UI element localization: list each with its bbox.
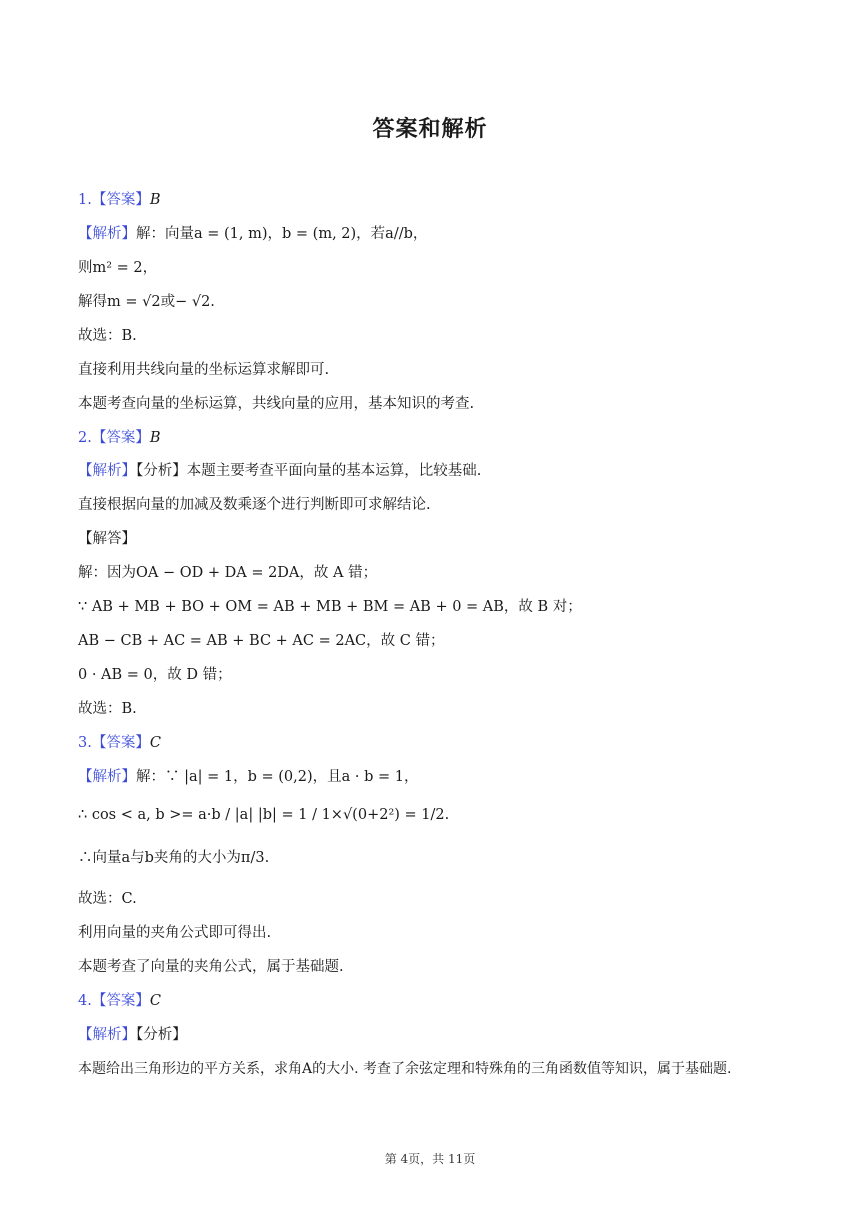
q4-answer-line xyxy=(78,991,161,1011)
page-title: 答案和解析 xyxy=(372,117,488,142)
page-footer: 第 4页，共 11页 xyxy=(384,1152,476,1166)
q1-line-5: 直接利用共线向量的坐标运算求解即可. xyxy=(78,362,330,378)
q2-jieda-label: 【解答】 xyxy=(78,531,136,547)
q3-line-5: 利用向量的夹角公式即可得出. xyxy=(78,925,272,941)
q2-line-7: 0 · AB = 0，故 D 错； xyxy=(78,667,232,683)
q1-answer-label: 【答案】 xyxy=(91,192,150,208)
q2-answer-line xyxy=(78,428,161,448)
q2-number: 2. xyxy=(78,430,92,446)
q4-analysis-line xyxy=(78,1025,187,1045)
q3-line-4: 故选：C. xyxy=(78,891,137,907)
q1-line-1: 解：向量a = (1, m)，b = (m, 2)，若a//b， xyxy=(136,226,428,242)
q2-line-1: 本题主要考查平面向量的基本运算，比较基础. xyxy=(186,463,482,479)
q2-line-6: AB − CB + AC = AB + BC + AC = 2AC，故 C 错； xyxy=(78,633,445,649)
q2-line-8: 故选：B. xyxy=(78,701,137,717)
q3-line-3: ∴向量a与b夹角的大小为π/3. xyxy=(78,850,270,866)
q3-line-1: 解：∵ |a| = 1，b = (0,2)，且a · b = 1， xyxy=(136,769,419,785)
q2-line-4: 解：因为OA − OD + DA = 2DA，故 A 错； xyxy=(78,565,378,581)
q4-number: 4. xyxy=(78,993,92,1009)
q4-answer-label: 【答案】 xyxy=(91,993,150,1009)
q3-line-2: ∴ cos < a, b >= a·b / |a| |b| = 1 / 1×√(0+2²) = 1/2. xyxy=(78,807,450,823)
q2-answer-label: 【答案】 xyxy=(91,430,150,446)
q1-analysis-label: 【解析】 xyxy=(78,226,136,242)
q4-answer: C xyxy=(149,993,161,1009)
q1-analysis-line xyxy=(78,224,427,244)
q1-line-2: 则m² = 2， xyxy=(78,260,158,276)
q4-fenxi-label: 【分析】 xyxy=(136,1027,187,1043)
q1-answer: B xyxy=(149,192,161,208)
q2-line-2: 直接根据向量的加减及数乘逐个进行判断即可求解结论. xyxy=(78,497,431,513)
q4-line-1: 本题给出三角形边的平方关系，求角A的大小. 考查了余弦定理和特殊角的三角函数值等知识，属于基础题. xyxy=(78,1061,732,1077)
q1-line-6: 本题考查向量的坐标运算，共线向量的应用，基本知识的考查. xyxy=(78,396,475,412)
q2-line-5: ∵ AB + MB + BO + OM = AB + MB + BM = AB + 0 = AB，故 B 对； xyxy=(78,599,582,615)
q1-answer-line xyxy=(78,190,161,210)
q2-fenxi-label: 【分析】 xyxy=(136,463,187,479)
q3-number: 3. xyxy=(78,735,92,751)
q3-analysis-line xyxy=(78,767,419,787)
q3-answer-label: 【答案】 xyxy=(91,735,150,751)
q1-line-4: 故选：B. xyxy=(78,328,137,344)
q1-line-3: 解得m = √2或− √2. xyxy=(78,294,215,310)
q3-answer: C xyxy=(149,735,161,751)
q3-answer-line xyxy=(78,733,161,753)
q4-analysis-label: 【解析】 xyxy=(78,1027,136,1043)
q1-number: 1. xyxy=(78,192,92,208)
q2-analysis-line xyxy=(78,461,481,481)
q3-analysis-label: 【解析】 xyxy=(78,769,136,785)
q2-answer: B xyxy=(149,430,161,446)
q2-analysis-label: 【解析】 xyxy=(78,463,136,479)
q3-line-6: 本题考查了向量的夹角公式，属于基础题. xyxy=(78,959,344,975)
